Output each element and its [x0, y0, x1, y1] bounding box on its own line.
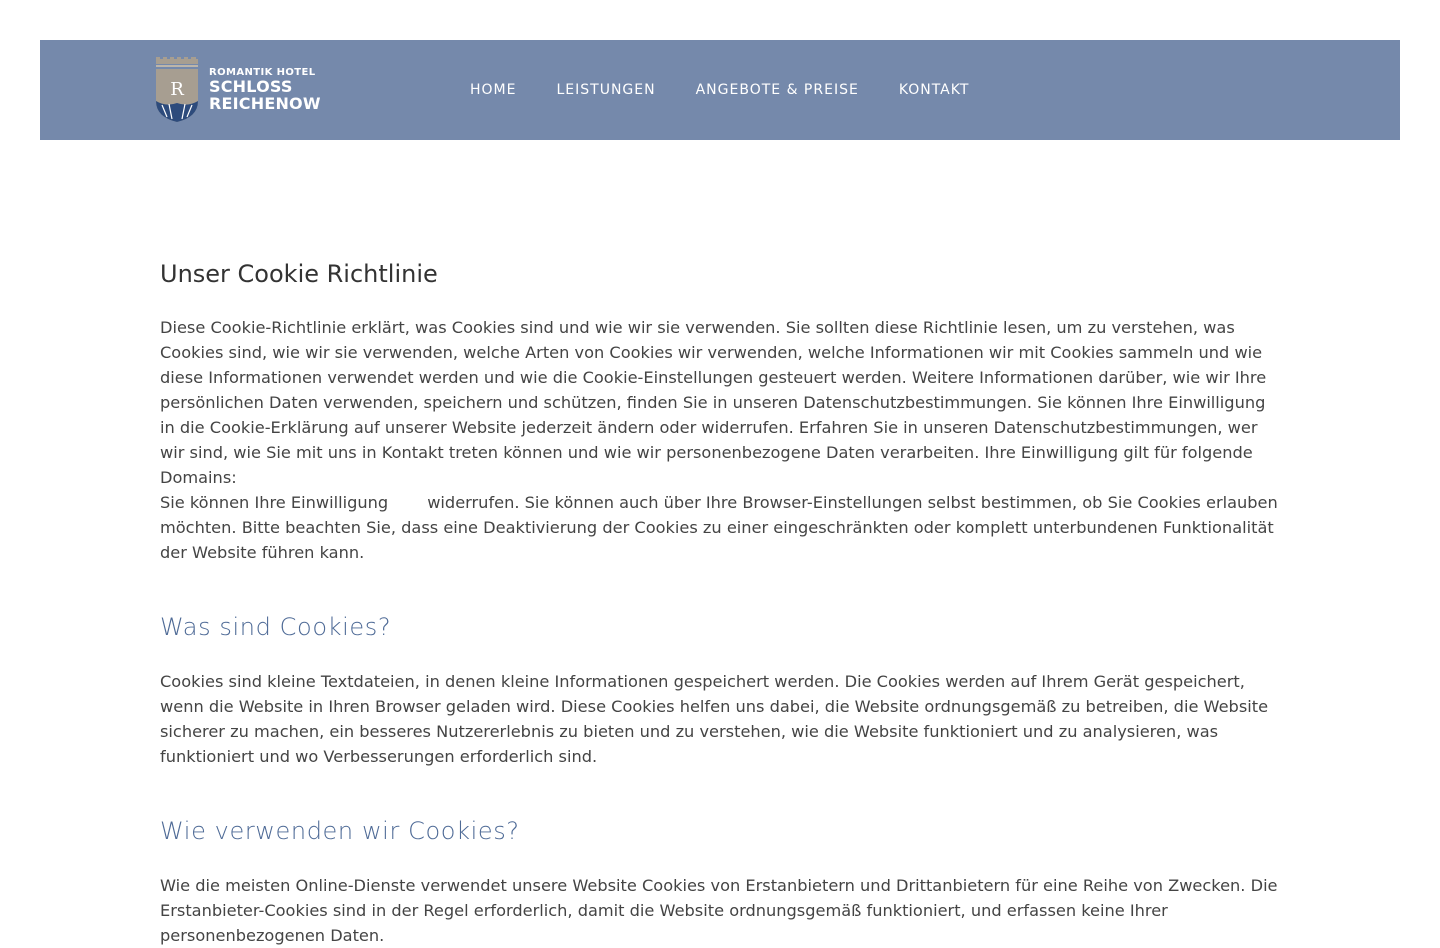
nav-kontakt[interactable]: KONTAKT [898, 82, 970, 98]
logo-link[interactable] [154, 57, 329, 123]
nav-home[interactable]: HOME [470, 82, 517, 98]
logo-subtitle: ROMANTIK HOTEL [209, 67, 316, 78]
section-text-what-are-cookies: Cookies sind kleine Textdateien, in denen kleine Informationen gespeichert werden. Die Cookies werden auf Ihrem Gerät gespeichert, wenn die Website in Ihren Browser geladen wird. Diese Cookies helfen uns dabei, die Website ordnungsgemäß zu betreiben, die Website sicherer zu machen, ein besseres Nutzererlebnis zu bieten und zu verstehen, wie die Website funktioniert und zu analysieren, was funktioniert und wo Verbesserungen erforderlich sind. [160, 672, 1269, 766]
logo-title-line1: SCHLOSS [209, 77, 293, 96]
site-header [40, 40, 1400, 140]
nav-angebote-preise[interactable]: ANGEBOTE & PREISE [695, 82, 859, 98]
page-title: Unser Cookie Richtlinie [160, 260, 438, 288]
main-nav [470, 40, 1009, 140]
section-heading-how-we-use-cookies: Wie verwenden wir Cookies? [160, 817, 520, 845]
intro-paragraph [160, 315, 1282, 565]
section-text-how-we-use-cookies: Wie die meisten Online-Dienste verwendet unsere Website Cookies von Erstanbietern und Drittanbietern für eine Reihe von Zwecken. Die Erstanbieter-Cookies sind in der Regel erforderlich, damit die Website ordnungsgemäß funktioniert, und erfassen keine Ihrer personenbezogenen Daten. [160, 876, 1278, 945]
nav-leistungen[interactable]: LEISTUNGEN [556, 82, 656, 98]
consent-text-before: Sie können Ihre Einwilligung [160, 493, 389, 512]
main-content [160, 254, 1282, 948]
logo-title-line2: REICHENOW [209, 94, 321, 113]
intro-text: Diese Cookie-Richtlinie erklärt, was Cookies sind und wie wir sie verwenden. Sie sollten diese Richtlinie lesen, um zu verstehen, was Cookies sind, wie wir sie verwenden, welche Arten von Cookies wir verwenden, welche Informationen wir mit Cookies sammeln und wie diese Informationen verwendet werden und wie die Cookie-Einstellungen gesteuert werden. Weitere Informationen darüber, wie wir Ihre persönlichen Daten verwenden, speichern und schützen, finden Sie in unseren Datenschutzbestimmungen. Sie können Ihre Einwilligung in die Cookie-Erklärung auf unserer Website jederzeit ändern oder widerrufen. Erfahren Sie in unseren Datenschutzbestimmungen, wer wir sind, wie Sie mit uns in Kontakt treten können und wie wir personenbezogene Daten verarbeiten. Ihre Einwilligung gilt für folgende Domains: [160, 318, 1267, 487]
consent-text-after: widerrufen. Sie können auch über Ihre Browser-Einstellungen selbst bestimmen, ob Sie Cookies erlauben möchten. Bitte beachten Sie, dass eine Deaktivierung der Cookies zu einer eingeschränkten oder komplett unterbundenen Funktionalität der Website führen kann. [160, 493, 1278, 562]
crest-logo-icon [154, 57, 200, 123]
crest-letter: R [170, 79, 184, 100]
section-heading-what-are-cookies: Was sind Cookies? [160, 613, 392, 641]
